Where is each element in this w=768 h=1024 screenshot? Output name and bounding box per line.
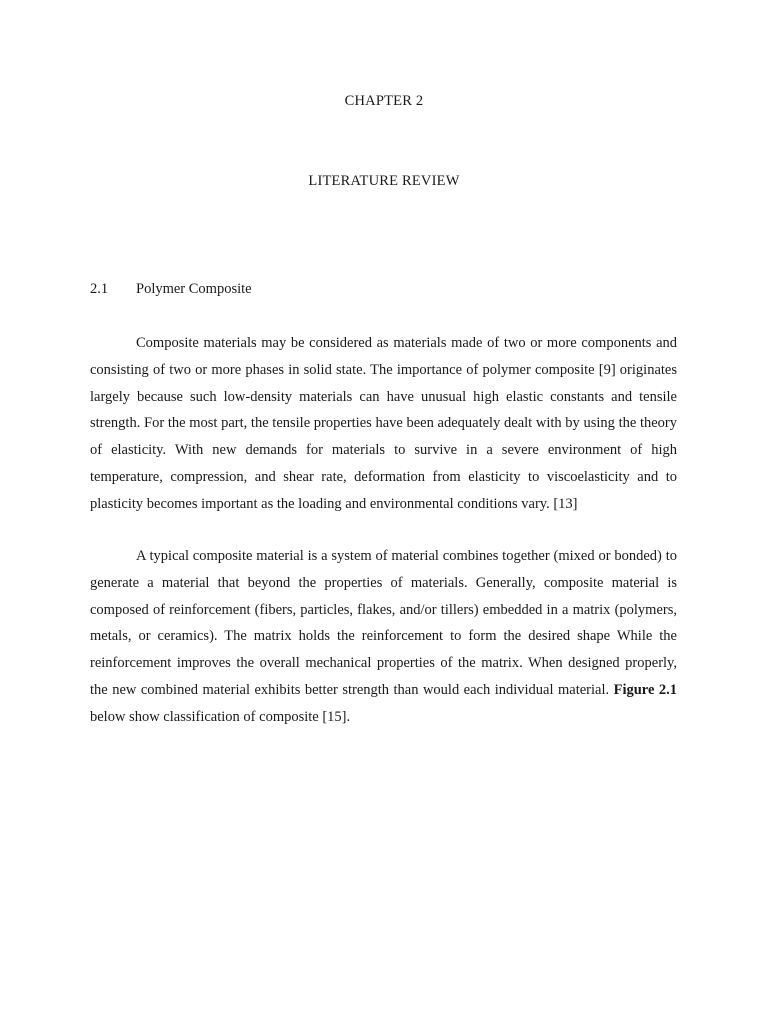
section-title: Polymer Composite — [136, 281, 252, 297]
paragraph-2-tail: below show classification of composite [15]. — [90, 708, 351, 725]
paragraph-2-text: A typical composite material is a system of material combines together (mixed or bonded) to generate a material that beyond the properties of materials. Generally, composite material is composed of reinforcement (fibers, particles, flakes, and/or tillers) embedded in a matrix (polymers, metals, or ceramics). The matrix holds the reinforcement to form the desired shape While the reinforcement improves the overall mechanical properties of the matrix. When designed properly, the new combined material exhibits better strength than would each individual material. — [90, 548, 677, 698]
chapter-title: LITERATURE REVIEW — [308, 173, 460, 189]
paragraph-1: Composite materials may be considered as materials made of two or more components and consisting of two or more phases in solid state. The importance of polymer composite [9] originates largely because such low-density materials can have unusual high elastic constants and tensile strength. For the most part, the tensile properties have been adequately dealt with by using the theory of elasticity. With new demands for materials to survive in a severe environment of high temperature, compression, and shear rate, deformation from elasticity to viscoelasticity and to plasticity becomes important as the loading and environmental conditions vary. [13] — [90, 335, 677, 512]
section-heading — [90, 281, 252, 298]
section-number: 2.1 — [90, 281, 109, 297]
chapter-label: CHAPTER 2 — [344, 93, 424, 109]
figure-reference: Figure 2.1 — [613, 681, 678, 698]
paragraph-2 — [90, 543, 677, 731]
